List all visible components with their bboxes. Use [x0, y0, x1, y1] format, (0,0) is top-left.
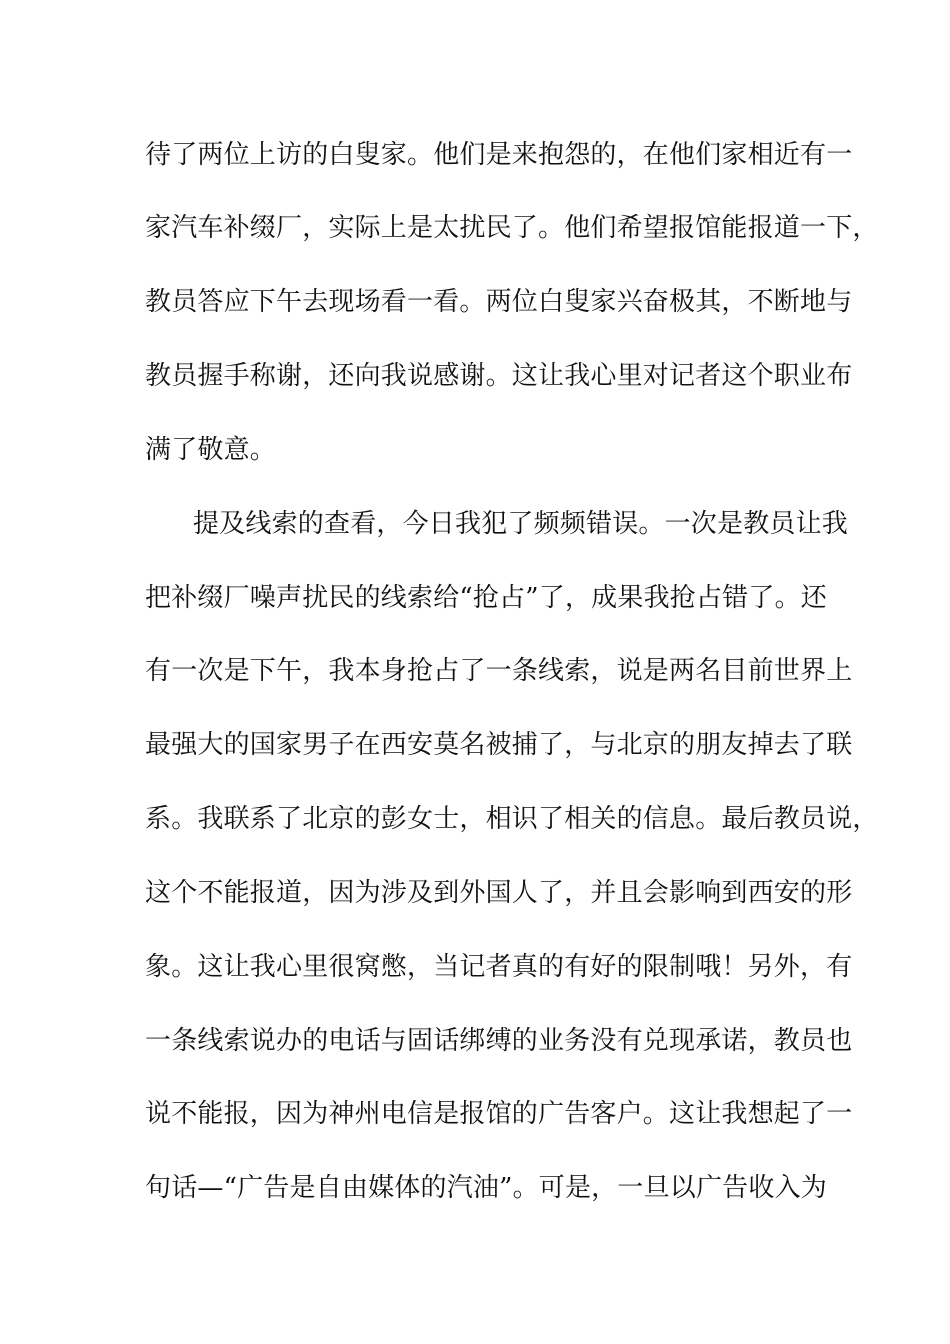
- text-line: 教员握手称谢，还向我说感谢。这让我心里对记者这个职业布: [145, 361, 853, 391]
- text-line: 象。这让我心里很窝憋，当记者真的有好的限制哦！另外，有: [145, 952, 853, 982]
- text-line: 一条线索说办的电话与固话绑缚的业务没有兑现承诺，教员也: [145, 1026, 853, 1056]
- text-line: 家汽车补缀厂，实际上是太扰民了。他们希望报馆能报道一下，: [145, 213, 879, 243]
- text-line: 系。我联系了北京的彭女士，相识了相关的信息。最后教员说，: [145, 804, 879, 834]
- text-line: 这个不能报道，因为涉及到外国人了，并且会影响到西安的形: [145, 878, 853, 908]
- text-line: 有一次是下午，我本身抢占了一条线索，说是两名目前世界上: [145, 656, 853, 686]
- paragraph-first-line: 提及线索的查看，今日我犯了频频错误。一次是教员让我: [193, 509, 849, 539]
- text-line: 句话—“广告是自由媒体的汽油”。可是，一旦以广告收入为: [145, 1173, 827, 1203]
- text-line: 满了敬意。: [145, 435, 277, 465]
- text-line: 说不能报，因为神州电信是报馆的广告客户。这让我想起了一: [145, 1099, 853, 1129]
- text-line: 最强大的国家男子在西安莫名被捕了，与北京的朋友掉去了联: [145, 730, 853, 760]
- text-line: 把补缀厂噪声扰民的线索给“抢占”了，成果我抢占错了。还: [145, 583, 827, 613]
- text-line: 教员答应下午去现场看一看。两位白叟家兴奋极其，不断地与: [145, 287, 853, 317]
- text-line: 待了两位上访的白叟家。他们是来抱怨的，在他们家相近有一: [145, 140, 853, 170]
